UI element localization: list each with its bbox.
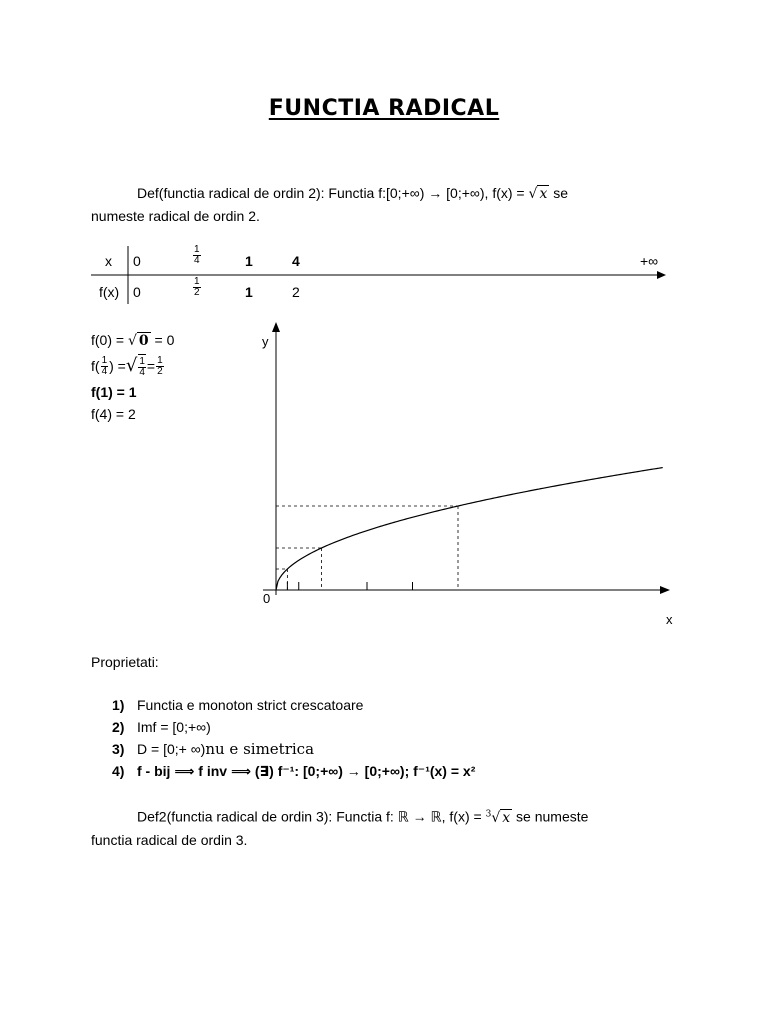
x-axis-label: x [666, 612, 673, 627]
origin-label: 0 [263, 591, 271, 606]
value-f4: f(4) = 2 [91, 406, 136, 422]
table-f-2: 2 [292, 284, 300, 300]
table-x-1: 1 [245, 253, 253, 269]
table-x-4: 4 [292, 253, 300, 269]
definition-1: Def(functia radical de ordin 2): Functia f:[0;+∞) → [0;+∞), f(x) = √ x se numeste radical de ordin 2. [91, 185, 569, 224]
table-x-0: 0 [133, 253, 141, 269]
cube-root-symbol: $^3$√ x [485, 809, 511, 826]
property-item: 2) Imf = [0;+∞) [112, 719, 211, 735]
table-x-infinity: +∞ [640, 253, 659, 269]
sqrt-curve [276, 468, 663, 590]
property-item: 4) f - bij ⟹ f inv ⟹ (∃) f⁻¹: [0;+∞) → [0;+∞); f⁻¹(x) = x² [112, 763, 476, 779]
value-fquarter: f( $\frac{1}{4}$ ) = √ $\frac{1}{4}$ = $\frac{1}{2}$ [91, 354, 163, 378]
table-x-quarter: $\frac{1}{4}$ [194, 244, 200, 266]
def1-text: Def(functia radical de ordin 2): Functia f:[0;+∞) → [0;+∞), f(x) = [137, 185, 529, 201]
property-item: 3) D = [0;+ ∞) nu e simetrica [112, 740, 315, 758]
page-title: FUNCTIA RADICAL [268, 96, 500, 121]
properties-title: Proprietati: [91, 654, 159, 670]
definition-2: Def2(functia radical de ordin 3): Functia f: ℝ → ℝ, f(x) = $^3$√ x se numeste functia radical de ordin 3. [91, 808, 589, 848]
table-f-half: $\frac{1}{2}$ [194, 276, 200, 298]
table-f-label: f(x) [99, 284, 120, 300]
value-f0: f(0) = √ 0 = 0 [91, 332, 175, 349]
table-f-0: 0 [133, 284, 141, 300]
def1-text-line2: numeste radical de ordin 2. [91, 208, 260, 224]
property-item: 1) Functia e monoton strict crescatoare [112, 697, 364, 713]
value-f1: f(1) = 1 [91, 384, 137, 400]
sqrt-symbol: √ x [528, 186, 548, 202]
table-f-1: 1 [245, 284, 253, 300]
y-axis-arrow [272, 322, 280, 332]
table-x-label: x [105, 253, 112, 269]
y-axis-label: y [262, 334, 269, 349]
x-axis-arrow [660, 586, 670, 594]
properties-list [91, 694, 475, 782]
